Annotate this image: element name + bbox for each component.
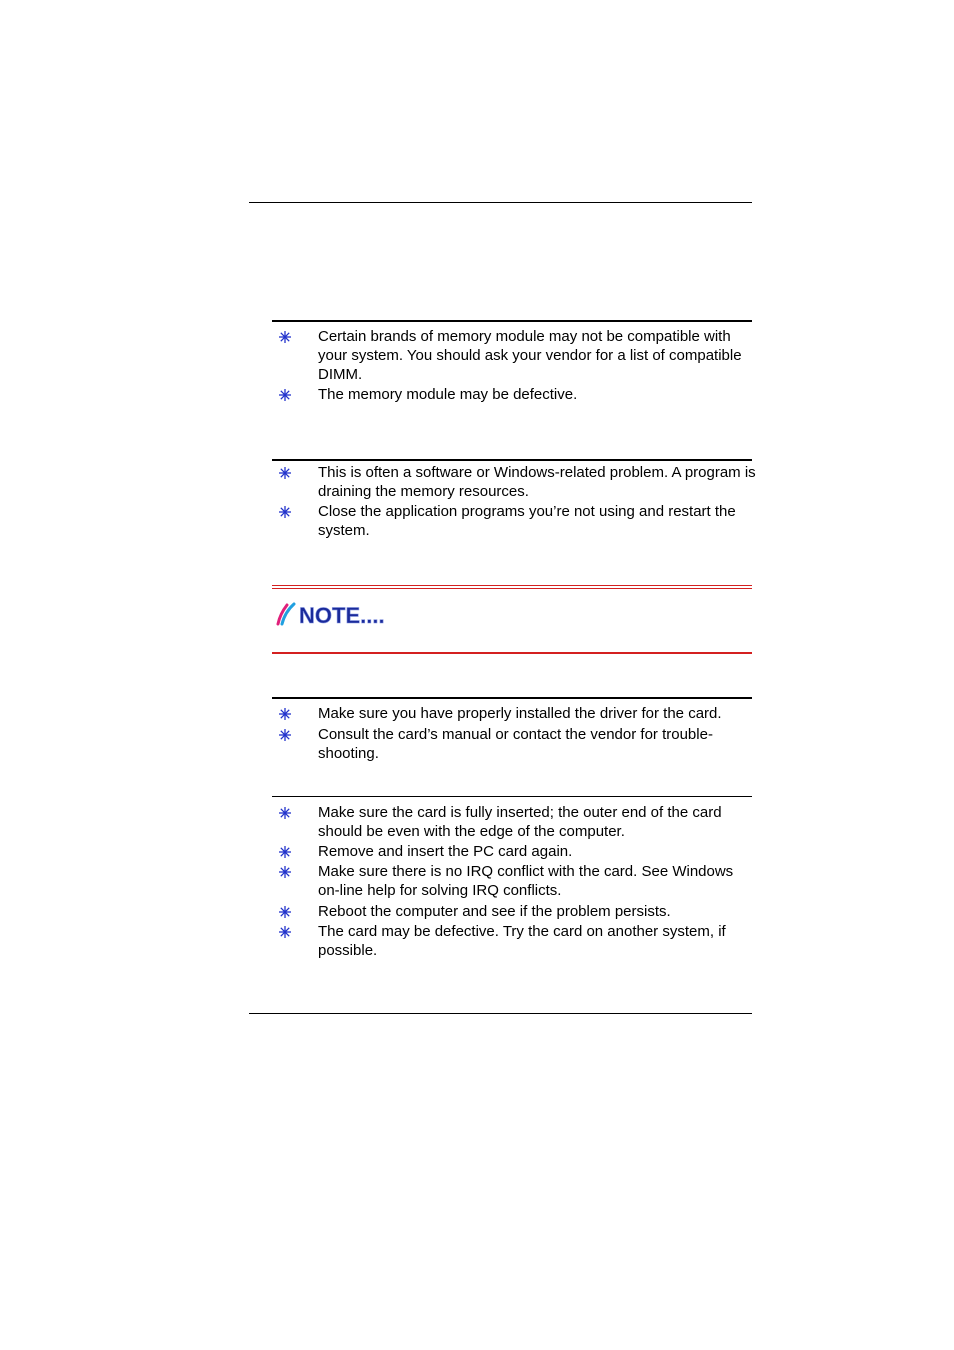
section-rule-4 <box>272 796 752 797</box>
note-check-icon <box>278 604 294 624</box>
snowflake-bullet-icon <box>278 707 292 721</box>
note-top-rule-inner <box>272 588 752 589</box>
list-item-text: Reboot the computer and see if the problem persists. <box>318 903 671 920</box>
list-item-text: The card may be defective. Try the card on another system, if possible. <box>318 923 726 959</box>
snowflake-bullet-icon <box>278 505 292 519</box>
page-footer-rule <box>249 1013 752 1014</box>
section-rule-1 <box>272 320 752 322</box>
snowflake-bullet-icon <box>278 905 292 919</box>
list-item-text: Make sure you have properly installed the driver for the card. <box>318 705 722 722</box>
note-bottom-rule <box>272 652 752 654</box>
list-item-text: Consult the card’s manual or contact the vendor for trouble-shooting. <box>318 726 713 762</box>
note-logo <box>275 600 410 628</box>
list-item-text: Close the application programs you’re not using and restart the system. <box>318 503 736 539</box>
list-item-text: The memory module may be defective. <box>318 386 578 403</box>
snowflake-bullet-icon <box>278 925 292 939</box>
page-header-rule <box>249 202 752 203</box>
snowflake-bullet-icon <box>278 330 292 344</box>
snowflake-bullet-icon <box>278 806 292 820</box>
note-label: NOTE.... <box>299 603 385 628</box>
list-item-text: Remove and insert the PC card again. <box>318 843 573 860</box>
list-item-text: Make sure the card is fully inserted; the outer end of the card should be even with the edge of the computer. <box>318 804 722 840</box>
section-rule-2 <box>272 459 752 461</box>
list-item-text: Make sure there is no IRQ conflict with the card. See Windows on-line help for solving IRQ conflicts. <box>318 863 734 899</box>
section-rule-3 <box>272 697 752 699</box>
snowflake-bullet-icon <box>278 388 292 402</box>
snowflake-bullet-icon <box>278 466 292 480</box>
note-top-rule <box>272 585 752 586</box>
list-item-text: Certain brands of memory module may not be compatible with your system. You should ask your vendor for a list of compatible DIMM. <box>318 328 742 383</box>
list-item-text: This is often a software or Windows-related problem. A program is draining the memory resources. <box>318 464 756 500</box>
snowflake-bullet-icon <box>278 865 292 879</box>
snowflake-bullet-icon <box>278 728 292 742</box>
snowflake-bullet-icon <box>278 845 292 859</box>
